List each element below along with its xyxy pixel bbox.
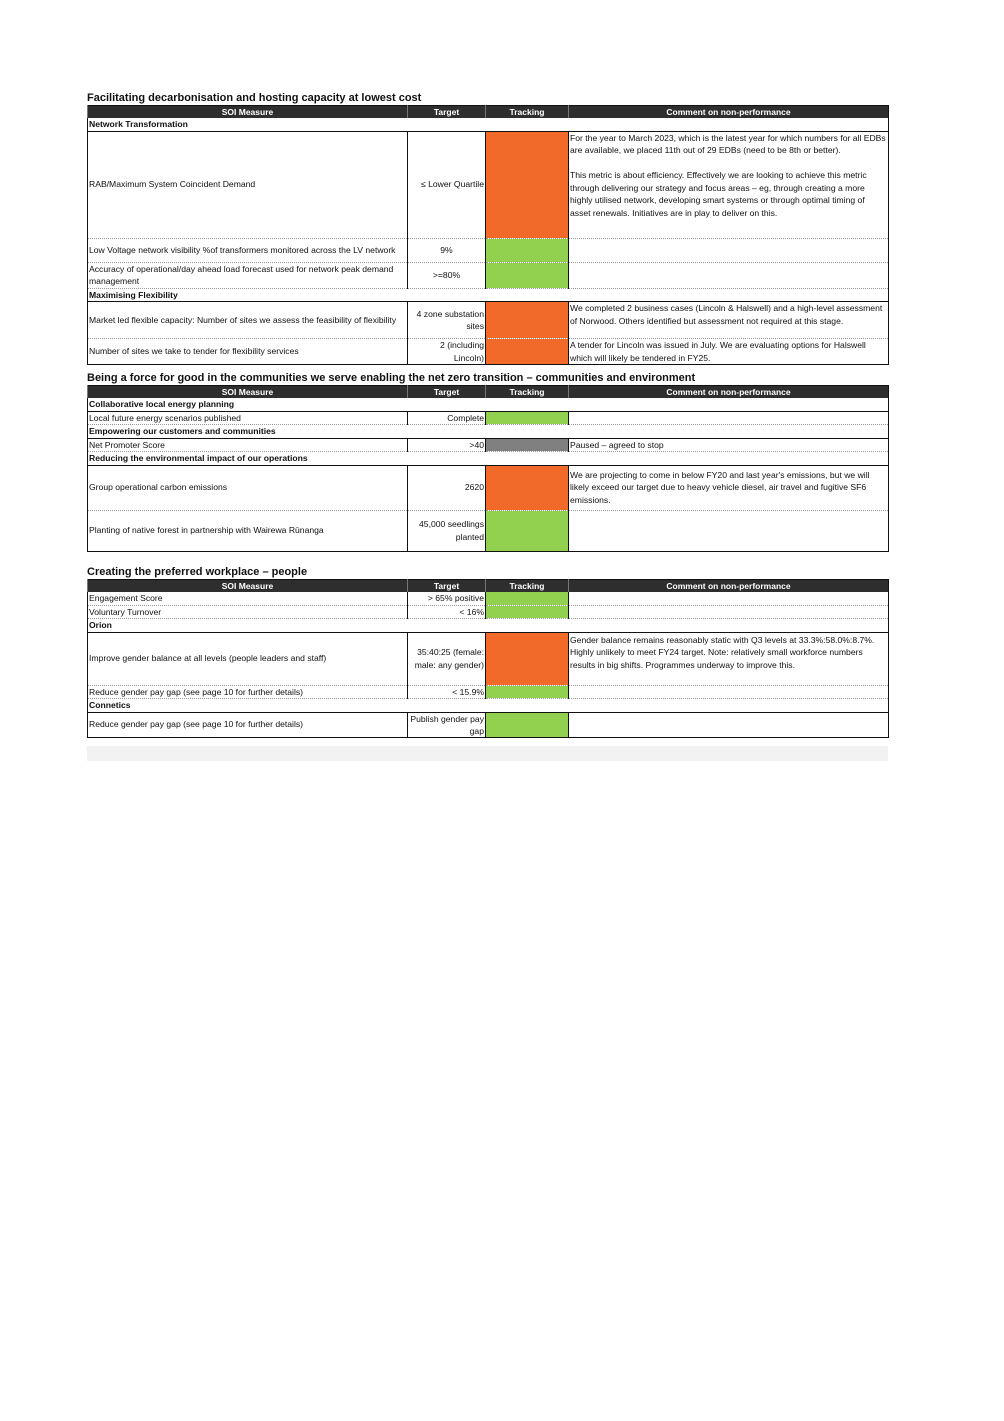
target-cell: 2 (including Lincoln) (408, 339, 486, 365)
group-row (88, 288, 889, 302)
target-cell: ≤ Lower Quartile (408, 131, 486, 238)
section-workplace (87, 566, 888, 738)
table-row (88, 438, 889, 452)
header-comment: Comment on non-performance (569, 386, 889, 399)
comment-paragraph: This metric is about efficiency. Effectively we are looking to achieve this metric through delivering our strategy and focus areas – eg, through creating a more highly utilised network, developing smart systems or through optimal timing of asset renewals. Initiatives are in play to deliver on this. (570, 170, 867, 218)
table-row (88, 131, 889, 238)
comment-cell (569, 685, 889, 699)
comment-cell (569, 510, 889, 551)
table-header-row (88, 386, 889, 399)
comment-cell (569, 131, 889, 238)
tracking-status-green (486, 712, 569, 737)
measure-cell: Accuracy of operational/day ahead load forecast used for network peak demand management (88, 262, 408, 288)
group-label: Network Transformation (88, 118, 889, 131)
soi-table (87, 385, 889, 552)
header-target: Target (408, 580, 486, 593)
comment-cell (569, 411, 889, 425)
measure-cell: Voluntary Turnover (88, 605, 408, 619)
table-row (88, 238, 889, 262)
table-row (88, 411, 889, 425)
target-cell: Complete (408, 411, 486, 425)
header-tracking: Tracking (486, 106, 569, 119)
group-label: Empowering our customers and communities (88, 425, 889, 439)
table-row (88, 685, 889, 699)
table-row (88, 339, 889, 365)
section-decarbonisation (87, 92, 888, 365)
tracking-status-green (486, 592, 569, 605)
comment-cell (569, 262, 889, 288)
comment-text: A tender for Lincoln was issued in July. We are evaluating options for Halswell which will likely be tendered in FY25. (570, 340, 866, 363)
section-title: Creating the preferred workplace – people (87, 566, 308, 578)
target-text: 35:40:25 (female: male: any gender) (414, 647, 484, 670)
header-target: Target (408, 386, 486, 399)
comment-cell: Paused – agreed to stop (569, 438, 889, 452)
group-row (88, 425, 889, 439)
measure-cell: Improve gender balance at all levels (people leaders and staff) (88, 632, 408, 685)
tracking-status-grey (486, 438, 569, 452)
table-header-row (88, 580, 889, 593)
comment-text: We are projecting to come in below FY20 and last year's emissions, but we will likely exceed our target due to heavy vehicle diesel, air travel and fugitive SF6 emissions. (570, 469, 870, 505)
comment-cell (569, 238, 889, 262)
table-row (88, 465, 889, 510)
comment-cell (569, 632, 889, 685)
target-cell (408, 632, 486, 685)
tracking-status-green (486, 510, 569, 551)
target-cell: 2620 (408, 465, 486, 510)
group-row (88, 619, 889, 633)
measure-cell: RAB/Maximum System Coincident Demand (88, 131, 408, 238)
group-row (88, 452, 889, 466)
target-text: Publish gender pay gap (410, 713, 484, 736)
section-communities (87, 372, 888, 552)
tracking-status-green (486, 605, 569, 619)
measure-cell: Net Promoter Score (88, 438, 408, 452)
measure-cell: Reduce gender pay gap (see page 10 for further details) (88, 712, 408, 737)
group-label: Collaborative local energy planning (88, 398, 889, 411)
comment-text: We completed 2 business cases (Lincoln & Halswell) and a high-level assessment of Norwood. Others identified but assessment not required at this stage. (570, 303, 883, 326)
measure-cell: Planting of native forest in partnership with Wairewa Rūnanga (88, 510, 408, 551)
header-measure: SOI Measure (88, 106, 408, 119)
comment-cell (569, 339, 889, 365)
footer-bar (87, 746, 888, 761)
tracking-status-red (486, 339, 569, 365)
table-row (88, 632, 889, 685)
table-row (88, 510, 889, 551)
header-tracking: Tracking (486, 386, 569, 399)
target-cell: < 15.9% (408, 685, 486, 699)
group-label: Reducing the environmental impact of our operations (88, 452, 889, 466)
tracking-status-green (486, 685, 569, 699)
measure-cell: Low Voltage network visibility %of transformers monitored across the LV network (88, 238, 408, 262)
group-label: Connetics (88, 699, 889, 713)
measure-cell: Market led flexible capacity: Number of sites we assess the feasibility of flexibility (88, 302, 408, 339)
group-row (88, 398, 889, 411)
group-row (88, 118, 889, 131)
tracking-status-green (486, 262, 569, 288)
group-label: Maximising Flexibility (88, 288, 889, 302)
tracking-status-red (486, 302, 569, 339)
target-cell: > 65% positive (408, 592, 486, 605)
header-tracking: Tracking (486, 580, 569, 593)
tracking-status-green (486, 238, 569, 262)
table-row (88, 302, 889, 339)
section-title: Facilitating decarbonisation and hosting capacity at lowest cost (87, 92, 422, 104)
comment-cell (569, 592, 889, 605)
table-row (88, 605, 889, 619)
comment-paragraph: For the year to March 2023, which is the latest year for which numbers for all EDBs are available, we placed 11th out of 29 EDBs (need to be 8th or better). (570, 132, 886, 155)
comment-cell (569, 302, 889, 339)
target-cell: >=80% (408, 262, 486, 288)
soi-table (87, 579, 889, 738)
header-comment: Comment on non-performance (569, 580, 889, 593)
target-cell (408, 712, 486, 737)
table-row (88, 262, 889, 288)
group-row (88, 699, 889, 713)
target-cell: 9% (408, 238, 486, 262)
table-row (88, 592, 889, 605)
tracking-status-red (486, 465, 569, 510)
comment-cell (569, 465, 889, 510)
measure-cell: Local future energy scenarios published (88, 411, 408, 425)
target-cell: 4 zone substation sites (408, 302, 486, 339)
table-row (88, 712, 889, 737)
header-measure: SOI Measure (88, 386, 408, 399)
measure-cell: Group operational carbon emissions (88, 465, 408, 510)
group-label: Orion (88, 619, 889, 633)
measure-cell: Number of sites we take to tender for flexibility services (88, 339, 408, 365)
tracking-status-green (486, 411, 569, 425)
header-measure: SOI Measure (88, 580, 408, 593)
measure-cell: Reduce gender pay gap (see page 10 for further details) (88, 685, 408, 699)
target-cell: >40 (408, 438, 486, 452)
target-cell: < 16% (408, 605, 486, 619)
target-cell: 45,000 seedlings planted (408, 510, 486, 551)
section-title: Being a force for good in the communities we serve enabling the net zero transition – communities and environment (87, 372, 696, 384)
comment-cell (569, 712, 889, 737)
tracking-status-red (486, 131, 569, 238)
soi-table (87, 105, 889, 365)
comment-text: Gender balance remains reasonably static with Q3 levels at 33.3%:58.0%:8.7%. Highly unlikely to meet FY24 target. Note: relatively small workforce numbers results in big shifts. Programmes underway to improve this. (570, 634, 875, 670)
table-header-row (88, 106, 889, 119)
header-comment: Comment on non-performance (569, 106, 889, 119)
tracking-status-red (486, 632, 569, 685)
header-target: Target (408, 106, 486, 119)
comment-cell (569, 605, 889, 619)
measure-cell: Engagement Score (88, 592, 408, 605)
